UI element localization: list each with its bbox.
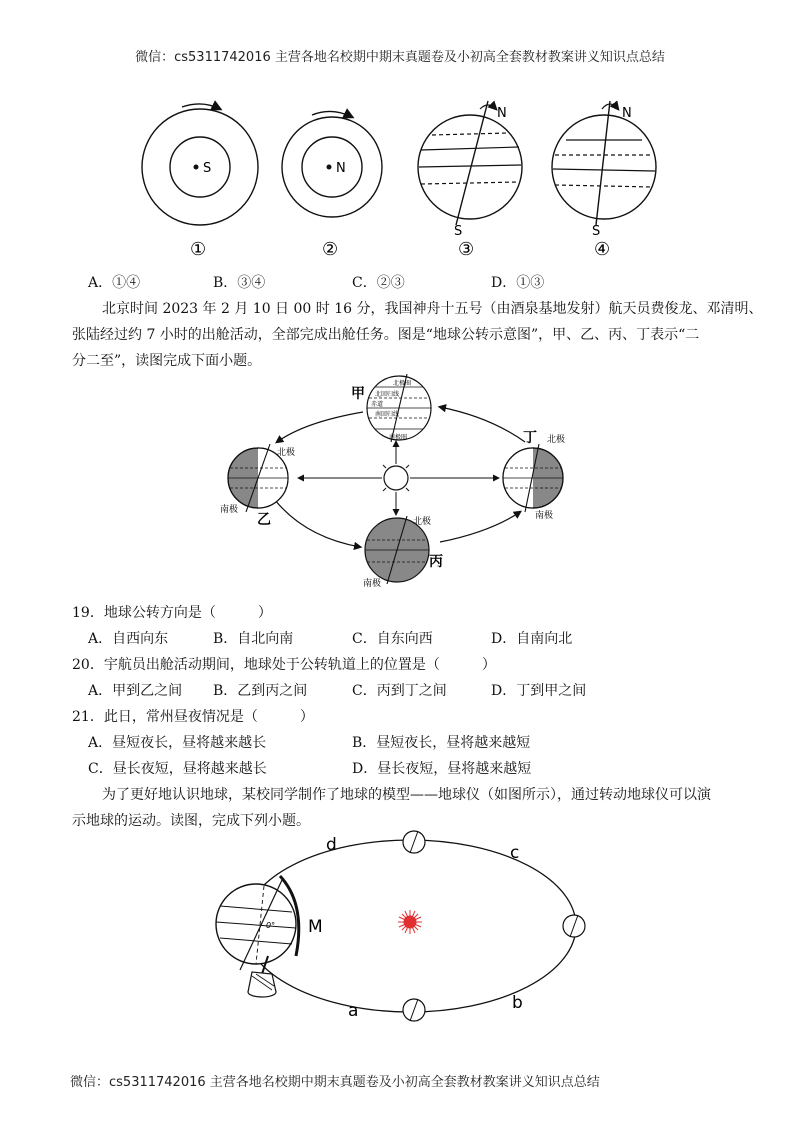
q18-option-d[interactable]: D．①③ (491, 275, 545, 291)
svg-text:N: N (622, 106, 632, 121)
svg-text:南极: 南极 (535, 511, 554, 521)
svg-text:南极: 南极 (220, 505, 239, 515)
q20-option-a[interactable]: A．甲到乙之间 (88, 683, 183, 699)
q21-option-a[interactable]: A．昼短夜长，昼将越来越长 (88, 735, 267, 751)
globe-orbit-figure (210, 826, 590, 1026)
revolution-figure (215, 372, 590, 590)
svg-text:南回归线: 南回归线 (375, 411, 400, 418)
view-4 (552, 101, 656, 260)
svg-text:南极: 南极 (363, 579, 382, 589)
view-1 (142, 104, 258, 260)
q18-option-b[interactable]: B．③④ (213, 275, 266, 291)
label-1: ① (190, 239, 207, 260)
q20-stem: 20．宇航员出舱活动期间，地球处于公转轨道上的位置是（ ） (72, 657, 496, 673)
globe-model (216, 876, 299, 997)
q19-option-b[interactable]: B．自北向南 (213, 631, 294, 647)
svg-text:S: S (454, 224, 463, 239)
label-c: c (510, 843, 520, 863)
q19-option-c[interactable]: C．自东向西 (352, 631, 433, 647)
label-b: b (512, 993, 523, 1013)
label-2: ② (322, 239, 339, 260)
svg-text:赤道: 赤道 (371, 401, 384, 408)
svg-text:北极: 北极 (277, 448, 296, 458)
svg-text:甲: 甲 (351, 386, 365, 402)
passage2-line1: 为了更好地认识地球，某校同学制作了地球的模型——地球仪（如图所示），通过转动地球仪可以演 (102, 787, 711, 803)
svg-text:丁: 丁 (523, 430, 537, 446)
earth-bing (363, 515, 443, 589)
earth-top (403, 831, 425, 853)
label-3: ③ (458, 239, 475, 260)
view-2 (282, 111, 382, 260)
rotation-figure (140, 95, 660, 265)
svg-text:S: S (592, 224, 601, 239)
svg-text:北极圈: 北极圈 (393, 380, 412, 387)
earth-yi (220, 444, 295, 528)
sun-icon (398, 910, 422, 934)
page-header: 微信：cs5311742016 主营各地名校期中期末真题卷及小初高全套教材教案讲义知识点总结 (135, 50, 665, 65)
svg-text:丙: 丙 (429, 554, 443, 570)
earth-right (563, 915, 585, 937)
earth-ding (503, 430, 565, 521)
passage2-line2: 示地球的运动。读图，完成下列小题。 (72, 813, 310, 829)
passage1-line3: 分二至”，读图完成下面小题。 (72, 353, 262, 369)
earth-jia (351, 374, 431, 442)
svg-text:南极圈: 南极圈 (389, 434, 408, 441)
q19-option-a[interactable]: A．自西向东 (88, 631, 169, 647)
view-3 (418, 101, 522, 260)
label-d: d (326, 835, 337, 855)
svg-text:N: N (497, 106, 507, 121)
svg-text:北回归线: 北回归线 (375, 391, 400, 398)
label-a: a (348, 1001, 359, 1021)
q20-option-d[interactable]: D．丁到甲之间 (491, 683, 587, 699)
svg-text:北极: 北极 (413, 517, 432, 527)
label-m: M (308, 917, 323, 937)
page-footer: 微信：cs5311742016 主营各地名校期中期末真题卷及小初高全套教材教案讲义知识点总结 (70, 1075, 600, 1090)
q21-option-d[interactable]: D．昼长夜短，昼将越来越短 (352, 761, 532, 777)
earth-bottom (403, 999, 425, 1021)
pole-n-label: N (336, 161, 346, 176)
pole-s-label: S (203, 161, 212, 176)
q20-option-b[interactable]: B．乙到丙之间 (213, 683, 308, 699)
passage1-line1: 北京时间 2023 年 2 月 10 日 00 时 16 分，我国神舟十五号（由酒泉基地发射）航天员费俊龙、邓清明、 (102, 301, 763, 317)
q18-option-a[interactable]: A．①④ (88, 275, 141, 291)
q21-stem: 21．此日，常州昼夜情况是（ ） (72, 709, 314, 725)
svg-text:0°: 0° (266, 921, 276, 930)
label-4: ④ (594, 239, 611, 260)
q19-option-d[interactable]: D．自南向北 (491, 631, 573, 647)
q18-option-c[interactable]: C．②③ (352, 275, 405, 291)
q21-option-c[interactable]: C．昼长夜短，昼将越来越长 (88, 761, 267, 777)
svg-text:乙: 乙 (257, 512, 271, 528)
q19-stem: 19．地球公转方向是（ ） (72, 605, 272, 621)
svg-text:北极: 北极 (547, 435, 566, 445)
q20-option-c[interactable]: C．丙到丁之间 (352, 683, 447, 699)
sun-icon (378, 460, 414, 496)
passage1-line2: 张陆经过约 7 小时的出舱活动，全部完成出舱任务。图是“地球公转示意图”，甲、乙、丙、丁表示“二 (72, 327, 700, 343)
q21-option-b[interactable]: B．昼短夜长，昼将越来越短 (352, 735, 531, 751)
